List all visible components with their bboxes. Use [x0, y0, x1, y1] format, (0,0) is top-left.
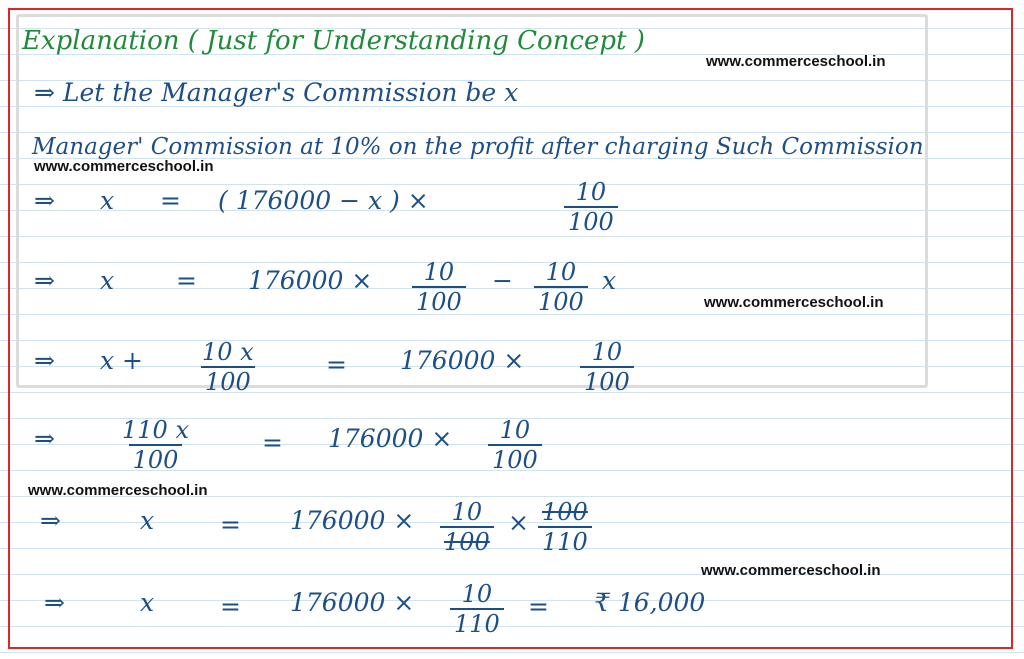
step6-lhs: x: [140, 588, 155, 617]
step5-fraction-2-denominator: 110: [538, 526, 592, 556]
step2-fraction-2: [534, 258, 588, 316]
step2-arrow: ⇒: [34, 266, 55, 295]
step1-lhs: x: [100, 186, 115, 215]
step4-fraction-2-numerator: 10: [499, 416, 531, 444]
step4-fraction-1: [118, 416, 193, 474]
step2-tail: x: [602, 266, 617, 295]
let-line: ⇒ Let the Manager's Commission be x: [34, 78, 519, 107]
step4-fraction-2: [488, 416, 542, 474]
step3-fraction-2: [580, 338, 634, 396]
step5-fraction-1-numerator: 10: [451, 498, 483, 526]
step1-equals: =: [160, 186, 181, 215]
step6-fraction: [450, 580, 504, 638]
step2-fraction-1-denominator: 100: [412, 286, 466, 316]
step1-expression: ( 176000 − x ) ×: [218, 186, 429, 215]
step2-equals: =: [176, 266, 197, 295]
overlay-panel: [16, 14, 928, 388]
step2-term: 176000 ×: [248, 266, 373, 295]
watermark-2: www.commerceschool.in: [34, 158, 214, 175]
manager-commission-line: Manager' Commission at 10% on the profit after charging Such Commission: [32, 134, 924, 160]
step2-fraction-1: [412, 258, 466, 316]
step5-equals: =: [220, 510, 241, 539]
step2-lhs: x: [100, 266, 115, 295]
step3-equals: =: [326, 350, 347, 379]
step1-fraction-denominator: 100: [564, 206, 618, 236]
step4-fraction-2-denominator: 100: [488, 444, 542, 474]
step1-arrow: ⇒: [34, 186, 55, 215]
step3-fraction-1-denominator: 100: [201, 366, 255, 396]
step5-fraction-1: [440, 498, 494, 556]
step6-term: 176000 ×: [290, 588, 415, 617]
step5-fraction-2-numerator: 100: [542, 498, 588, 526]
step3-fraction-1-numerator: 10 x: [202, 338, 254, 366]
step2-fraction-2-numerator: 10: [545, 258, 577, 286]
step2-fraction-2-denominator: 100: [534, 286, 588, 316]
step3-fraction-2-denominator: 100: [580, 366, 634, 396]
step2-minus: −: [492, 266, 513, 295]
step4-term: 176000 ×: [328, 424, 453, 453]
step3-arrow: ⇒: [34, 346, 55, 375]
step1-fraction: [564, 178, 618, 236]
watermark-5: www.commerceschool.in: [701, 562, 881, 579]
step5-times: ×: [508, 508, 529, 537]
step6-arrow: ⇒: [44, 588, 65, 617]
step5-lhs: x: [140, 506, 155, 535]
step5-fraction-1-denominator: 100: [440, 526, 494, 556]
step6-result: ₹ 16,000: [594, 588, 706, 617]
explanation-heading: Explanation ( Just for Understanding Concept ): [22, 26, 645, 56]
step4-fraction-1-numerator: 110 x: [122, 416, 189, 444]
step4-equals: =: [262, 428, 283, 457]
step4-fraction-1-denominator: 100: [129, 444, 183, 474]
step6-equals: =: [220, 592, 241, 621]
step5-arrow: ⇒: [40, 506, 61, 535]
step5-fraction-2: [538, 498, 592, 556]
watermark-4: www.commerceschool.in: [28, 482, 208, 499]
step3-lhs: x +: [100, 346, 143, 375]
step4-arrow: ⇒: [34, 424, 55, 453]
step6-equals-2: =: [528, 592, 549, 621]
step6-fraction-numerator: 10: [461, 580, 493, 608]
watermark-3: www.commerceschool.in: [704, 294, 884, 311]
watermark-1: www.commerceschool.in: [706, 53, 886, 70]
step5-term: 176000 ×: [290, 506, 415, 535]
step3-term: 176000 ×: [400, 346, 525, 375]
step1-fraction-numerator: 10: [575, 178, 607, 206]
step3-fraction-1: [198, 338, 258, 396]
step2-fraction-1-numerator: 10: [423, 258, 455, 286]
step6-fraction-denominator: 110: [450, 608, 504, 638]
step3-fraction-2-numerator: 10: [591, 338, 623, 366]
